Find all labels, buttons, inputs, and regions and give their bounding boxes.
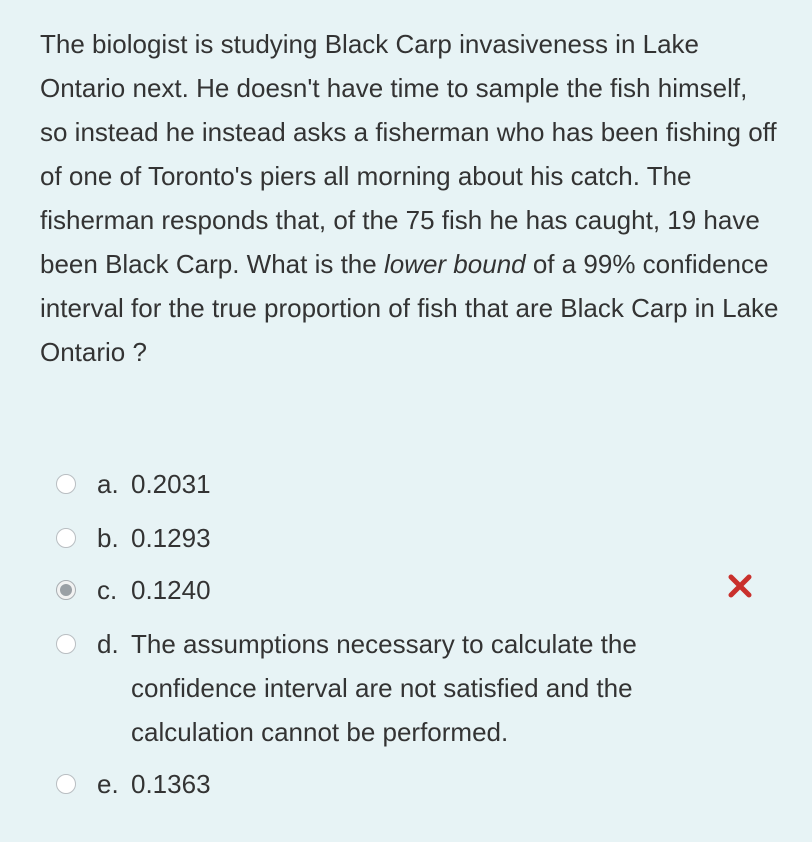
incorrect-cross-icon — [727, 573, 753, 599]
option-text: 0.1363 — [131, 769, 211, 799]
answer-option-b[interactable] — [56, 516, 756, 560]
radio-button-c-selected[interactable] — [56, 580, 76, 600]
option-letter: a. — [97, 469, 119, 499]
option-letter: b. — [97, 523, 119, 553]
answer-option-a[interactable] — [56, 462, 756, 506]
question-text-part1: The biologist is studying Black Carp invasiveness in Lake Ontario next. He doesn't have time to sample the fish himself, so instead he instead asks a fisherman who has been fishing off of one of Toronto's piers all morning about his catch. The fisherman responds that, of the 75 fish he has caught, 19 have been Black Carp. What is the — [40, 29, 777, 279]
option-text: The assumptions necessary to calculate the confidence interval are not satisfied and the calculation cannot be performed. — [131, 629, 637, 747]
answer-option-c[interactable] — [56, 568, 756, 612]
radio-button-a[interactable] — [56, 474, 76, 494]
option-letter: d. — [97, 629, 119, 659]
radio-button-e[interactable] — [56, 774, 76, 794]
option-text: 0.1293 — [131, 523, 211, 553]
option-text: 0.1240 — [131, 575, 211, 605]
answer-option-d[interactable] — [56, 622, 756, 754]
question-text — [40, 22, 780, 374]
option-letter: e. — [97, 769, 119, 799]
question-emphasis: lower bound — [383, 249, 526, 279]
answer-option-e[interactable] — [56, 762, 756, 806]
option-letter: c. — [97, 575, 118, 605]
radio-button-d[interactable] — [56, 634, 76, 654]
radio-button-b[interactable] — [56, 528, 76, 548]
option-text: 0.2031 — [131, 469, 211, 499]
question-text-part2: of a 99% confidence interval for the true proportion of fish that are Black Carp in Lake Ontario ? — [40, 249, 779, 367]
